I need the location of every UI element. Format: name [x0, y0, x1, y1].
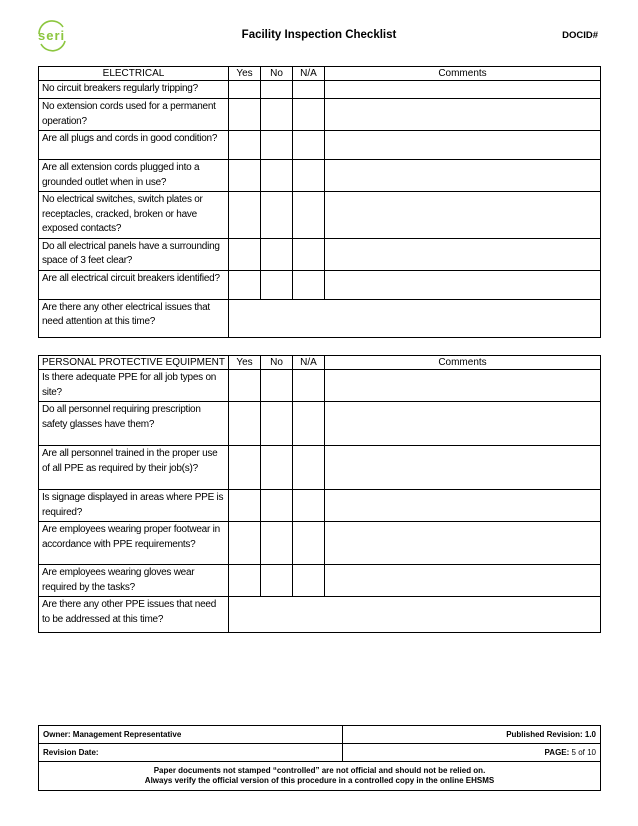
no-column-header: No [261, 67, 293, 81]
no-cell[interactable] [261, 370, 293, 402]
table-row [39, 160, 601, 192]
question-text: Are employees wearing proper footwear in accordance with PPE requirements? [39, 522, 229, 565]
logo-text: seri [38, 28, 66, 43]
yes-column-header: Yes [229, 356, 261, 370]
no-cell[interactable] [261, 238, 293, 270]
na-cell[interactable] [293, 446, 325, 490]
page-number: 5 of 10 [571, 748, 596, 757]
no-cell[interactable] [261, 446, 293, 490]
table-row [39, 565, 601, 597]
page-indicator [343, 744, 601, 762]
table-row [39, 370, 601, 402]
na-column-header: N/A [293, 67, 325, 81]
comment-cell[interactable] [325, 99, 601, 131]
table-row [39, 299, 601, 337]
yes-cell[interactable] [229, 402, 261, 446]
na-cell[interactable] [293, 490, 325, 522]
table-row [39, 81, 601, 99]
table-row [39, 99, 601, 131]
yes-cell[interactable] [229, 270, 261, 299]
question-text: Are all plugs and cords in good condition? [39, 131, 229, 160]
comment-cell[interactable] [325, 402, 601, 446]
yes-cell[interactable] [229, 81, 261, 99]
owner-label: Owner: Management Representative [39, 726, 343, 744]
yes-cell[interactable] [229, 446, 261, 490]
na-cell[interactable] [293, 522, 325, 565]
notice-line-1: Paper documents not stamped “controlled” are not official and should not be relied on. [153, 766, 486, 775]
yes-cell[interactable] [229, 522, 261, 565]
na-cell[interactable] [293, 160, 325, 192]
comments-column-header: Comments [325, 356, 601, 370]
published-revision-label: Published Revision: 1.0 [343, 726, 601, 744]
na-cell[interactable] [293, 270, 325, 299]
question-text: Are all personnel trained in the proper use of all PPE as required by their job(s)? [39, 446, 229, 490]
table-row [39, 597, 601, 633]
no-cell[interactable] [261, 490, 293, 522]
doc-id-label: DOCID# [562, 30, 598, 41]
no-cell[interactable] [261, 192, 293, 239]
table-row [39, 446, 601, 490]
question-text: Are employees wearing gloves wear required by the tasks? [39, 565, 229, 597]
category-header: ELECTRICAL [39, 67, 229, 81]
no-cell[interactable] [261, 99, 293, 131]
comment-cell[interactable] [325, 131, 601, 160]
ppe-checklist-table [38, 355, 601, 633]
na-column-header: N/A [293, 356, 325, 370]
na-cell[interactable] [293, 131, 325, 160]
yes-cell[interactable] [229, 131, 261, 160]
comment-cell[interactable] [229, 299, 601, 337]
yes-cell[interactable] [229, 490, 261, 522]
na-cell[interactable] [293, 565, 325, 597]
comment-cell[interactable] [325, 238, 601, 270]
no-cell[interactable] [261, 522, 293, 565]
no-cell[interactable] [261, 565, 293, 597]
no-cell[interactable] [261, 131, 293, 160]
revision-date-label: Revision Date: [39, 744, 343, 762]
table-row [39, 270, 601, 299]
yes-cell[interactable] [229, 192, 261, 239]
question-text: No electrical switches, switch plates or receptacles, cracked, broken or have exposed contacts? [39, 192, 229, 239]
control-notice [39, 762, 601, 791]
table-row [39, 402, 601, 446]
question-text: Are there any other electrical issues that need attention at this time? [39, 299, 229, 337]
comment-cell[interactable] [325, 565, 601, 597]
comment-cell[interactable] [325, 192, 601, 239]
na-cell[interactable] [293, 192, 325, 239]
comment-cell[interactable] [229, 597, 601, 633]
question-text: Are there any other PPE issues that need to be addressed at this time? [39, 597, 229, 633]
question-text: Do all personnel requiring prescription safety glasses have them? [39, 402, 229, 446]
yes-column-header: Yes [229, 67, 261, 81]
na-cell[interactable] [293, 402, 325, 446]
electrical-checklist-table [38, 66, 601, 338]
table-header-row [39, 356, 601, 370]
table-header-row [39, 67, 601, 81]
na-cell[interactable] [293, 99, 325, 131]
question-text: Do all electrical panels have a surrounding space of 3 feet clear? [39, 238, 229, 270]
comment-cell[interactable] [325, 522, 601, 565]
question-text: Is there adequate PPE for all job types on site? [39, 370, 229, 402]
na-cell[interactable] [293, 238, 325, 270]
comment-cell[interactable] [325, 160, 601, 192]
no-cell[interactable] [261, 160, 293, 192]
yes-cell[interactable] [229, 238, 261, 270]
table-row [39, 490, 601, 522]
question-text: Are all extension cords plugged into a grounded outlet when in use? [39, 160, 229, 192]
comment-cell[interactable] [325, 490, 601, 522]
document-footer [38, 725, 601, 791]
yes-cell[interactable] [229, 370, 261, 402]
table-row [39, 131, 601, 160]
table-row [39, 238, 601, 270]
no-column-header: No [261, 356, 293, 370]
question-text: Are all electrical circuit breakers identified? [39, 270, 229, 299]
comment-cell[interactable] [325, 81, 601, 99]
comment-cell[interactable] [325, 446, 601, 490]
no-cell[interactable] [261, 402, 293, 446]
comments-column-header: Comments [325, 67, 601, 81]
yes-cell[interactable] [229, 160, 261, 192]
question-text: No extension cords used for a permanent operation? [39, 99, 229, 131]
table-row [39, 192, 601, 239]
table-row [39, 522, 601, 565]
question-text: No circuit breakers regularly tripping? [39, 81, 229, 99]
question-text: Is signage displayed in areas where PPE is required? [39, 490, 229, 522]
notice-line-2: Always verify the official version of this procedure in a controlled copy in the online EHSMS [144, 776, 495, 785]
yes-cell[interactable] [229, 99, 261, 131]
yes-cell[interactable] [229, 565, 261, 597]
document-title: Facility Inspection Checklist [241, 29, 397, 41]
comment-cell[interactable] [325, 370, 601, 402]
no-cell[interactable] [261, 81, 293, 99]
na-cell[interactable] [293, 370, 325, 402]
comment-cell[interactable] [325, 270, 601, 299]
category-header: PERSONAL PROTECTIVE EQUIPMENT [39, 356, 229, 370]
na-cell[interactable] [293, 81, 325, 99]
no-cell[interactable] [261, 270, 293, 299]
page-label: PAGE: [544, 748, 570, 757]
